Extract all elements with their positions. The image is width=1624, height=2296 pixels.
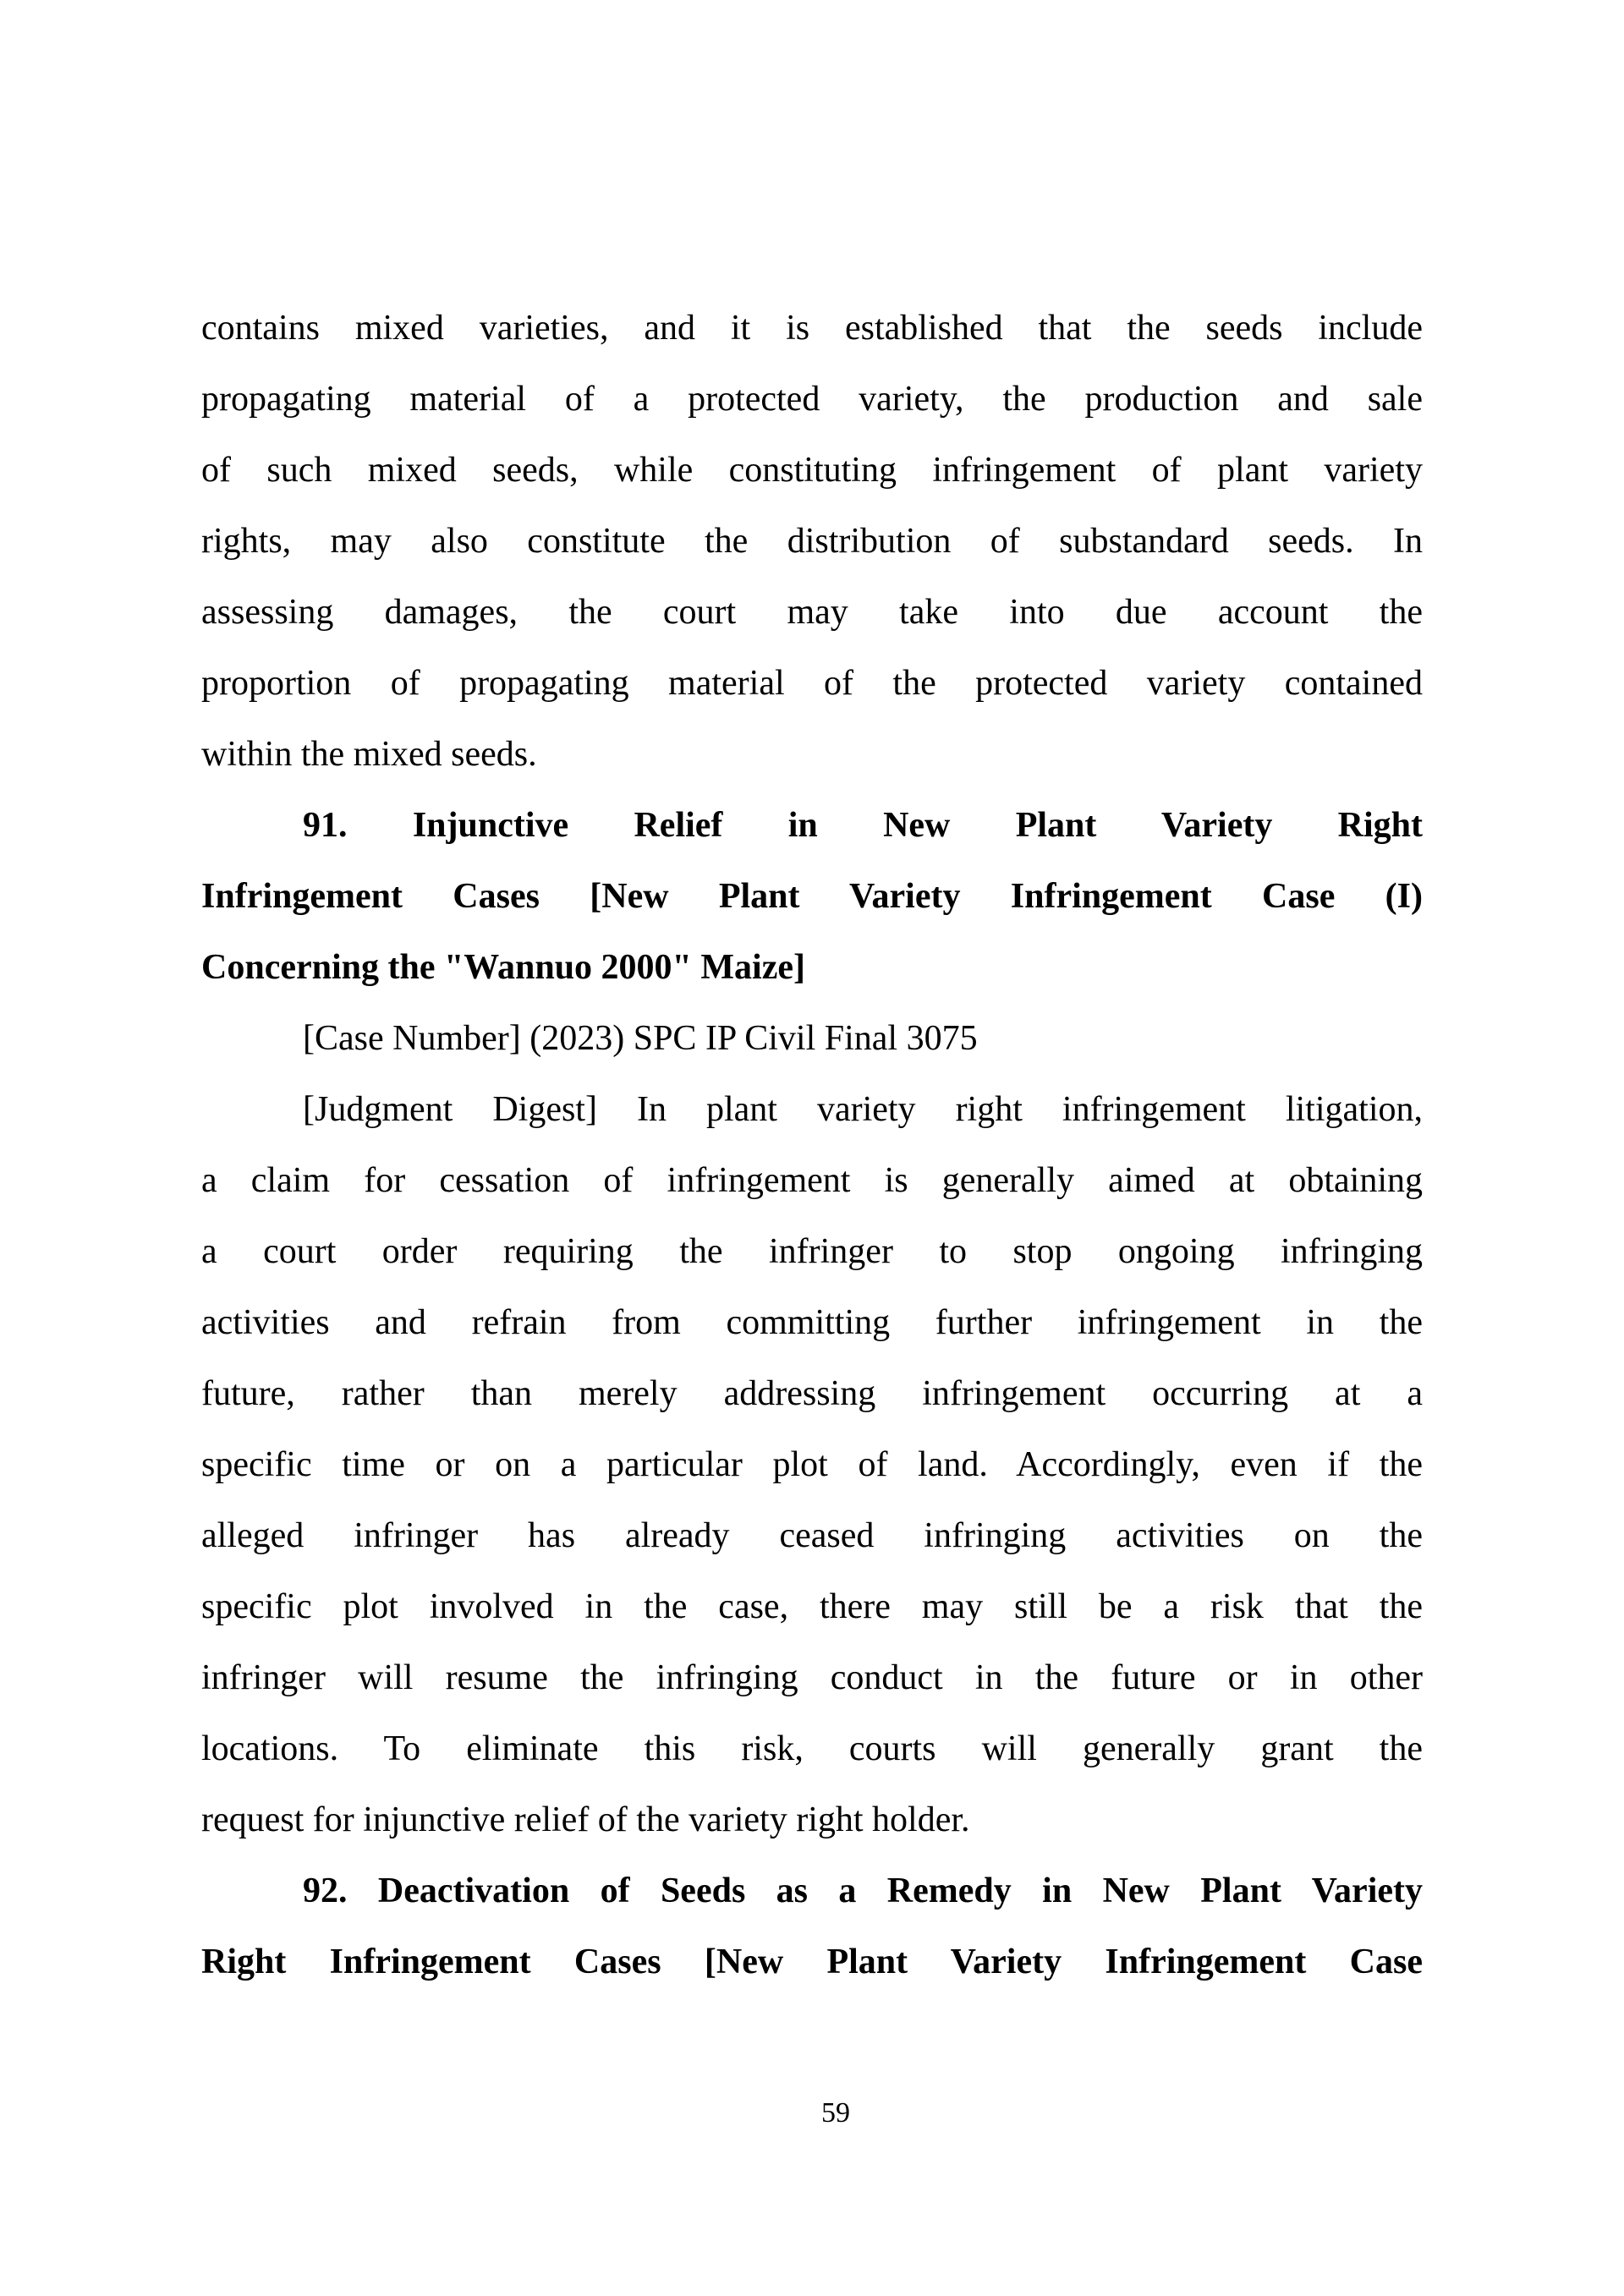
body-text-line: specific plot involved in the case, there may still be a risk that the xyxy=(201,1587,1423,1626)
body-text-line: a court order requiring the infringer to stop ongoing infringing xyxy=(201,1232,1423,1271)
heading-line: 92. Deactivation of Seeds as a Remedy in New Plant Variety xyxy=(303,1871,1423,1910)
body-text-line: future, rather than merely addressing infringement occurring at a xyxy=(201,1374,1423,1413)
heading-line: Concerning the "Wannuo 2000" Maize] xyxy=(201,948,805,987)
body-text-line: a claim for cessation of infringement is generally aimed at obtaining xyxy=(201,1161,1423,1200)
body-text-line: specific time or on a particular plot of land. Accordingly, even if the xyxy=(201,1445,1423,1484)
body-text-line: activities and refrain from committing further infringement in the xyxy=(201,1303,1423,1342)
body-text-line: rights, may also constitute the distribution of substandard seeds. In xyxy=(201,522,1423,561)
body-text-line: propagating material of a protected variety, the production and sale xyxy=(201,380,1423,419)
body-text-line: infringer will resume the infringing conduct in the future or in other xyxy=(201,1658,1423,1697)
body-text-line: [Judgment Digest] In plant variety right infringement litigation, xyxy=(303,1090,1423,1129)
body-text-line: locations. To eliminate this risk, courts will generally grant the xyxy=(201,1729,1423,1768)
heading-line: Infringement Cases [New Plant Variety Infringement Case (I) xyxy=(201,877,1423,916)
heading-line: 91. Injunctive Relief in New Plant Variety Right xyxy=(303,806,1423,845)
body-text-line: [Case Number] (2023) SPC IP Civil Final 3075 xyxy=(303,1019,978,1058)
body-text-line: of such mixed seeds, while constituting infringement of plant variety xyxy=(201,451,1423,490)
heading-line: Right Infringement Cases [New Plant Variety Infringement Case xyxy=(201,1943,1423,1981)
body-text-line: within the mixed seeds. xyxy=(201,735,537,774)
body-text-line: alleged infringer has already ceased infringing activities on the xyxy=(201,1516,1423,1555)
body-text-line: assessing damages, the court may take into due account the xyxy=(201,593,1423,632)
body-text-line: contains mixed varieties, and it is established that the seeds include xyxy=(201,309,1423,348)
body-text-line: request for injunctive relief of the variety right holder. xyxy=(201,1800,970,1839)
text-block xyxy=(201,293,1423,1997)
body-text-line: proportion of propagating material of the protected variety contained xyxy=(201,664,1423,703)
page-number: 59 xyxy=(821,2097,850,2129)
